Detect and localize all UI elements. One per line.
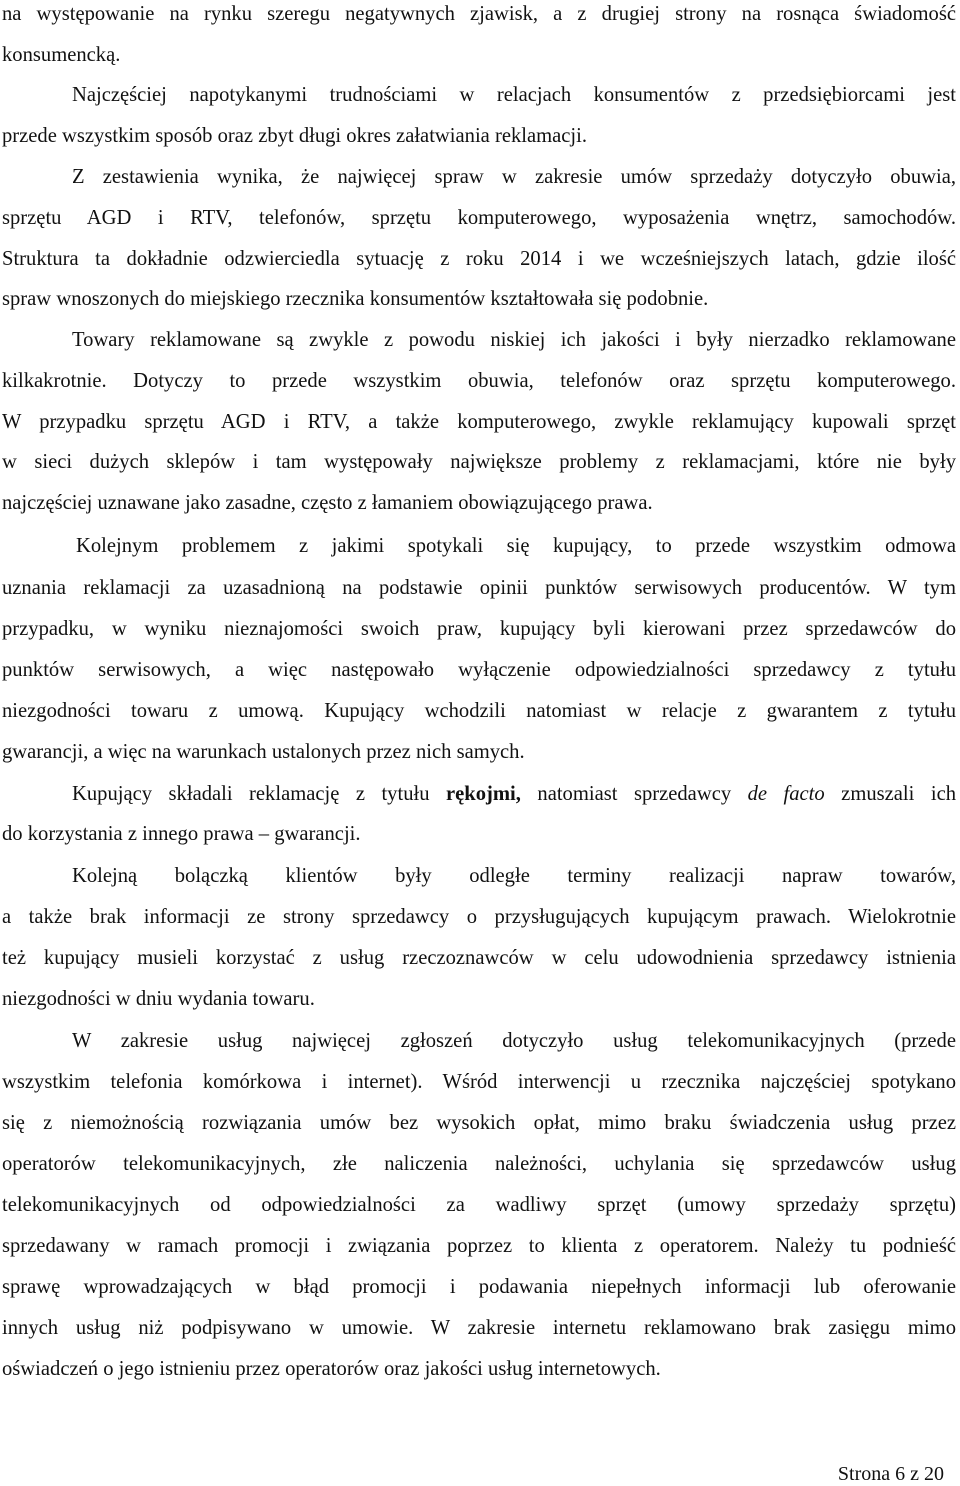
text-line-rekojmi <box>72 780 956 808</box>
text-line: Z zestawienia wynika, że najwięcej spraw w zakresie umów sprzedaży dotyczyło obuwia, <box>72 166 956 188</box>
text-segment: Kupujący składali reklamację z tytułu <box>72 783 446 805</box>
text-line: punktów serwisowych, a więc następowało wyłączenie odpowiedzialności sprzedawcy z tytułu <box>2 659 956 681</box>
italic-term: de facto <box>747 783 825 805</box>
text-line: oświadczeń o jego istnieniu przez operatorów oraz jakości usług internetowych. <box>2 1358 661 1380</box>
text-line: niezgodności towaru z umową. Kupujący wchodzili natomiast w relacje z gwarantem z tytułu <box>2 700 956 722</box>
text-line: Kolejną bolączką klientów były odległe terminy realizacji napraw towarów, <box>72 865 956 887</box>
text-line: gwarancji, a więc na warunkach ustalonych przez nich samych. <box>2 741 525 763</box>
text-line: Towary reklamowane są zwykle z powodu niskiej ich jakości i były nierzadko reklamowane <box>72 329 956 351</box>
text-line: a także brak informacji ze strony sprzedawcy o przysługujących kupującym prawach. Wielokrotnie <box>2 906 956 928</box>
page-number: Strona 6 z 20 <box>837 1463 944 1485</box>
text-line: przypadku, w wyniku nieznajomości swoich praw, kupujący byli kierowani przez sprzedawców do <box>2 618 956 640</box>
text-line: sprawę wprowadzających w błąd promocji i podawania niepełnych informacji lub oferowanie <box>2 1276 956 1298</box>
text-line: uznania reklamacji za uzasadnioną na podstawie opinii punktów serwisowych producentów. W tym <box>2 577 956 599</box>
text-segment: zmuszali ich <box>824 783 956 805</box>
text-line: spraw wnoszonych do miejskiego rzecznika konsumentów kształtowała się podobnie. <box>2 288 709 310</box>
text-line: Kolejnym problemem z jakimi spotykali się kupujący, to przede wszystkim odmowa <box>76 535 956 557</box>
text-segment: natomiast sprzedawcy <box>520 783 748 805</box>
text-line: W zakresie usług najwięcej zgłoszeń dotyczyło usług telekomunikacyjnych (przede <box>72 1030 956 1052</box>
text-line: najczęściej uznawane jako zasadne, często z łamaniem obowiązującego prawa. <box>2 492 653 514</box>
text-line: wszystkim telefonia komórkowa i internet). Wśród interwencji u rzecznika najczęściej spotykano <box>2 1071 956 1093</box>
bold-term: rękojmi, <box>446 783 521 805</box>
text-line: Struktura ta dokładnie odzwierciedla sytuację z roku 2014 i we wcześniejszych latach, gdzie ilość <box>2 248 956 270</box>
text-line: na występowanie na rynku szeregu negatywnych zjawisk, a z drugiej strony na rosnąca świadomość <box>2 3 956 25</box>
text-line: też kupujący musieli korzystać z usług rzeczoznawców w celu udowodnienia sprzedawcy istnienia <box>2 947 956 969</box>
text-line: w sieci dużych sklepów i tam występowały największe problemy z reklamacjami, które nie były <box>2 451 956 473</box>
text-line: przede wszystkim sposób oraz zbyt długi okres załatwiania reklamacji. <box>2 125 588 147</box>
text-line: się z niemożnością rozwiązania umów bez wysokich opłat, mimo braku świadczenia usług przez <box>2 1112 956 1134</box>
text-line: sprzedawany w ramach promocji i związania poprzez to klienta z operatorem. Należy tu podnieść <box>2 1235 956 1257</box>
text-line: sprzętu AGD i RTV, telefonów, sprzętu komputerowego, wyposażenia wnętrz, samochodów. <box>2 207 956 229</box>
text-line: telekomunikacyjnych od odpowiedzialności za wadliwy sprzęt (umowy sprzedaży sprzętu) <box>2 1194 956 1216</box>
text-line: do korzystania z innego prawa – gwarancji. <box>2 823 361 845</box>
text-line: operatorów telekomunikacyjnych, złe naliczenia należności, uchylania się sprzedawców usług <box>2 1153 956 1175</box>
text-line: konsumencką. <box>2 44 121 66</box>
text-line: Najczęściej napotykanymi trudnościami w relacjach konsumentów z przedsiębiorcami jest <box>72 84 956 106</box>
text-line: innych usług niż podpisywano w umowie. W zakresie internetu reklamowano brak zasięgu mimo <box>2 1317 956 1339</box>
text-line: niezgodności w dniu wydania towaru. <box>2 988 315 1010</box>
text-line: kilkakrotnie. Dotyczy to przede wszystkim obuwia, telefonów oraz sprzętu komputerowego. <box>2 370 956 392</box>
text-line: W przypadku sprzętu AGD i RTV, a także komputerowego, zwykle reklamujący kupowali sprzęt <box>2 411 956 433</box>
